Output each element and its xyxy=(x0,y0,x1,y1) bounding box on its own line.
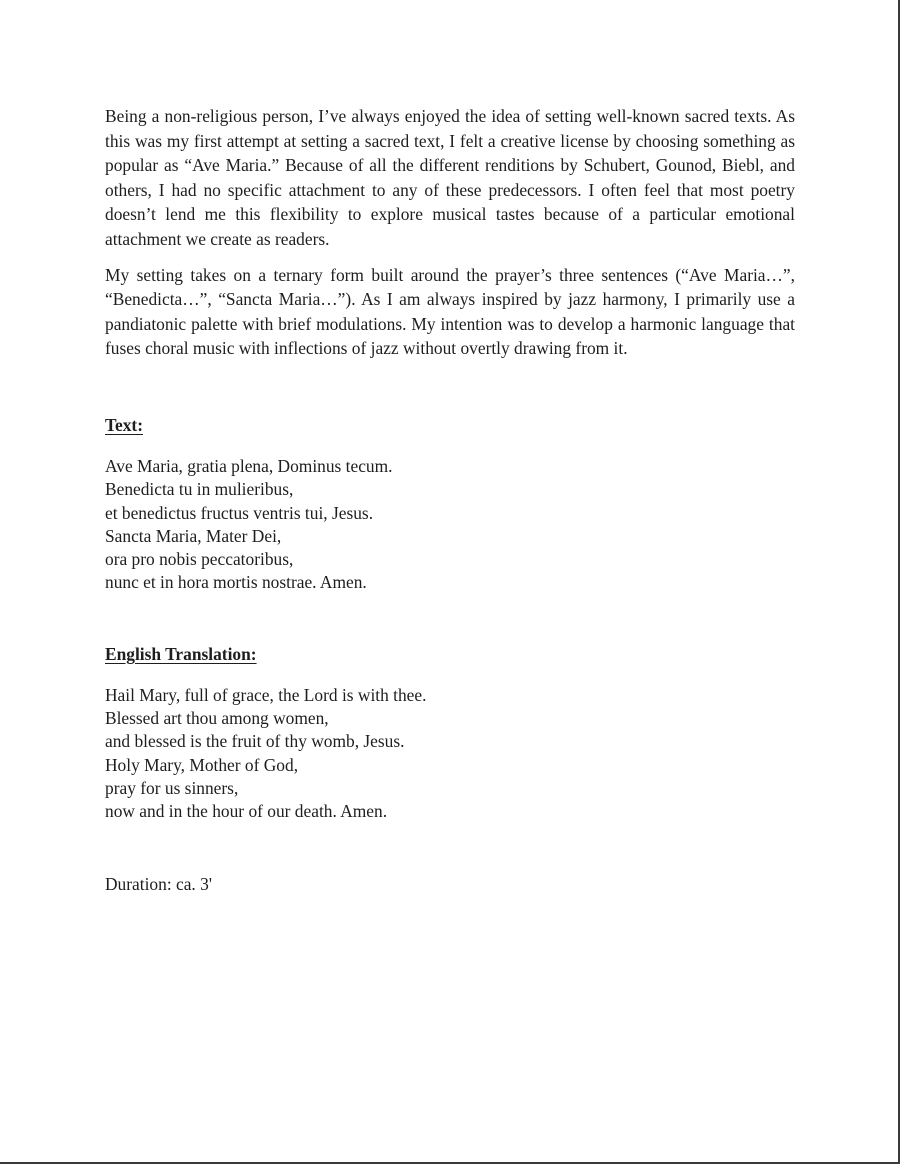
translation-line: and blessed is the fruit of thy womb, Jesus. xyxy=(105,731,405,752)
translation-line: Holy Mary, Mother of God, xyxy=(105,754,299,775)
latin-line: Sancta Maria, Mater Dei, xyxy=(105,525,282,546)
latin-line: nunc et in hora mortis nostrae. Amen. xyxy=(105,572,367,593)
translation-line: pray for us sinners, xyxy=(105,777,239,798)
page-content xyxy=(105,104,795,896)
latin-line: Benedicta tu in mulieribus, xyxy=(105,479,294,500)
form-paragraph: My setting takes on a ternary form built around the prayer’s three sentences (“Ave Maria…”, “Benedicta…”, “Sancta Maria…”). As I am always inspired by jazz harmony, I primarily use a pandiatonic palette with brief modulations. My intention was to develop a harmonic language that fuses choral music with inflections of jazz without overtly drawing from it. xyxy=(105,264,795,359)
english-translation-lines xyxy=(105,684,795,824)
latin-line: ora pro nobis peccatoribus, xyxy=(105,549,294,570)
translation-line: Blessed art thou among women, xyxy=(105,708,329,729)
translation-heading: English Translation: xyxy=(105,643,257,664)
latin-text-lines xyxy=(105,455,795,595)
translation-line: now and in the hour of our death. Amen. xyxy=(105,801,388,822)
duration-note: Duration: ca. 3' xyxy=(105,873,212,894)
text-heading: Text: xyxy=(105,414,143,435)
translation-line: Hail Mary, full of grace, the Lord is with thee. xyxy=(105,684,427,705)
latin-line: et benedictus fructus ventris tui, Jesus. xyxy=(105,502,374,523)
latin-line: Ave Maria, gratia plena, Dominus tecum. xyxy=(105,455,393,476)
intro-paragraph: Being a non-religious person, I’ve always enjoyed the idea of setting well-known sacred texts. As this was my first attempt at setting a sacred text, I felt a creative license by choosing something as popular as “Ave Maria.” Because of all the different renditions by Schubert, Gounod, Biebl, and others, I had no specific attachment to any of these predecessors. I often feel that most poetry doesn’t lend me this flexibility to explore musical tastes because of a particular emotional attachment we create as readers. xyxy=(105,106,795,249)
